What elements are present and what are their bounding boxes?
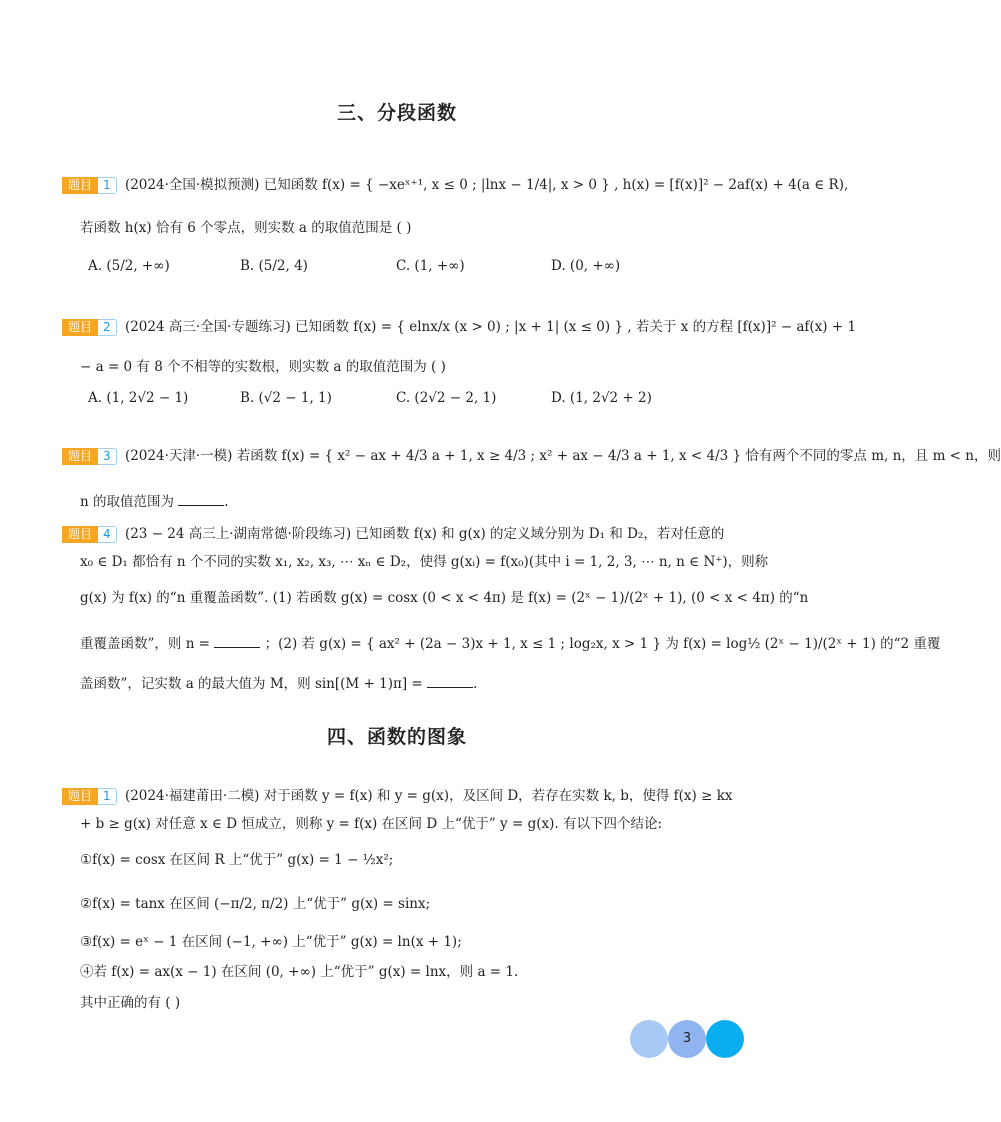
problem-text: (2024 高三·全国·专题练习) 已知函数 f(x) = { elnx/x (x > 0) ; |x + 1| (x ≤ 0) } , 若关于 x 的方程 [f(x)]² − af(x) + 1: [124, 319, 857, 335]
problem-badge: 题目 1: [62, 177, 117, 194]
problem-text: (2024·天津·一模) 若函数 f(x) = { x² − ax + 4/3 a + 1, x ≥ 4/3 ; x² + ax − 4/3 a + 1, x < 4/3 } 恰有两个不同的零点 m, n，且 m < n，则: [124, 448, 1001, 464]
problem-2-line-1: [62, 315, 856, 336]
problem-text: (23 − 24 高三上·湖南常德·阶段练习) 已知函数 f(x) 和 g(x) 的定义域分别为 D₁ 和 D₂，若对任意的: [124, 526, 725, 542]
conclusion-3: ③f(x) = eˣ − 1 在区间 (−1, +∞) 上“优于” g(x) = ln(x + 1);: [80, 934, 462, 950]
option-d: D. (1, 2√2 + 2): [551, 390, 652, 406]
problem-badge: 题目 1: [62, 788, 117, 805]
problem-1-line-1: [62, 173, 848, 194]
problem-4-line-1: [62, 522, 724, 543]
conclusion-4: ④若 f(x) = ax(x − 1) 在区间 (0, +∞) 上“优于” g(x) = lnx，则 a = 1.: [80, 964, 519, 980]
problem-text: (2024·福建莆田·二模) 对于函数 y = f(x) 和 y = g(x)，及区间 D，若存在实数 k, b，使得 f(x) ≥ kx: [124, 788, 733, 804]
problem-text: (2024·全国·模拟预测) 已知函数 f(x) = { −xeˣ⁺¹, x ≤ 0 ; |lnx − 1/4|, x > 0 } , h(x) = [f(x)]² − 2af(x) + 4(a ∈ R),: [124, 177, 849, 193]
problem-badge: 题目 3: [62, 448, 117, 465]
option-c: C. (1, +∞): [396, 258, 465, 274]
option-c: C. (2√2 − 2, 1): [396, 390, 497, 406]
option-b: B. (5/2, 4): [240, 258, 308, 274]
problem-2-line-2: − a = 0 有 8 个不相等的实数根，则实数 a 的取值范围为 ( ): [80, 359, 446, 375]
answer-blank: [178, 493, 224, 506]
problem-badge: 题目 2: [62, 319, 117, 336]
problem-s4-1-line-1: [62, 784, 733, 805]
option-d: D. (0, +∞): [551, 258, 621, 274]
page-number: 3: [682, 1031, 692, 1046]
option-a: A. (5/2, +∞): [88, 258, 170, 274]
problem-3-line-1: [62, 444, 1001, 465]
section-title-piecewise: 三、分段函数: [336, 102, 457, 124]
problem-4-line-4: 重覆盖函数”，则 n = ；(2) 若 g(x) = { ax² + (2a − 3)x + 1, x ≤ 1 ; log₂x, x > 1 } 为 f(x) = log½ (2ˣ − 1)/(2ˣ + 1) 的“2 重覆: [80, 636, 941, 652]
problem-3-line-2: n 的取值范围为 .: [80, 494, 229, 510]
problem-badge: 题目 4: [62, 526, 117, 543]
problem-4-line-2: x₀ ∈ D₁ 都恰有 n 个不同的实数 x₁, x₂, x₃, ⋯ xₙ ∈ D₂，使得 g(xᵢ) = f(x₀)(其中 i = 1, 2, 3, ⋯ n, n ∈ N⁺)，则称: [80, 554, 769, 570]
problem-4-line-3: g(x) 为 f(x) 的“n 重覆盖函数”. (1) 若函数 g(x) = cosx (0 < x < 4π) 是 f(x) = (2ˣ − 1)/(2ˣ + 1), (0 < x < 4π) 的“n: [80, 590, 809, 606]
problem-s4-1-question: 其中正确的有 ( ): [80, 995, 181, 1011]
conclusion-2: ②f(x) = tanx 在区间 (−π/2, π/2) 上“优于” g(x) = sinx;: [80, 896, 431, 912]
problem-s4-1-line-2: + b ≥ g(x) 对任意 x ∈ D 恒成立，则称 y = f(x) 在区间 D 上“优于” y = g(x). 有以下四个结论:: [80, 816, 663, 832]
problem-4-line-5: 盖函数”，记实数 a 的最大值为 M，则 sin[(M + 1)π] = .: [80, 676, 478, 692]
problem-1-line-2: 若函数 h(x) 恰有 6 个零点，则实数 a 的取值范围是 ( ): [80, 220, 412, 236]
section-title-graphs: 四、函数的图象: [326, 726, 467, 748]
answer-blank: [427, 675, 473, 688]
decor-circle: [630, 1020, 668, 1058]
option-b: B. (√2 − 1, 1): [240, 390, 332, 406]
conclusion-1: ①f(x) = cosx 在区间 R 上“优于” g(x) = 1 − ½x²;: [80, 852, 394, 868]
option-a: A. (1, 2√2 − 1): [88, 390, 189, 406]
answer-blank: [214, 635, 260, 648]
page-number-badge: [630, 1020, 744, 1058]
decor-circle: [706, 1020, 744, 1058]
